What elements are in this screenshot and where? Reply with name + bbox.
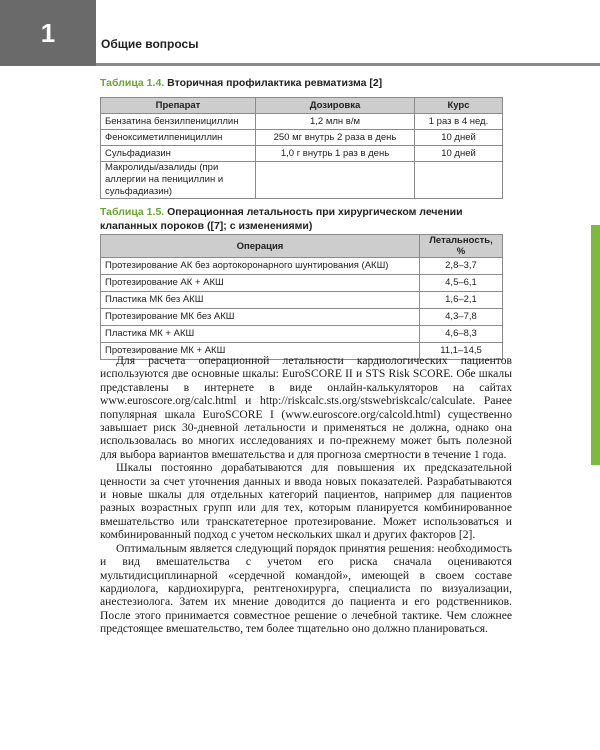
- table-row: [101, 326, 503, 343]
- table-header-row: [101, 235, 503, 258]
- table-1-caption-text: Вторичная профилактика ревматизма [2]: [167, 77, 383, 89]
- table-cell: Протезирование МК + АКШ: [101, 343, 420, 360]
- table-cell: 1,6–2,1: [420, 292, 503, 309]
- table-cell: Сульфадиазин: [101, 146, 256, 162]
- table-cell: 4,5–6,1: [420, 275, 503, 292]
- table-cell: Феноксиметилпенициллин: [101, 130, 256, 146]
- table-2-caption: [100, 205, 480, 233]
- table-cell: Пластика МК + АКШ: [101, 326, 420, 343]
- table-row: [101, 130, 503, 146]
- table-cell: 4,3–7,8: [420, 309, 503, 326]
- table-header-row: [101, 98, 503, 114]
- table-cell: 250 мг внутрь 2 раза в день: [256, 130, 415, 146]
- paragraph: Для расчета операционной летальности кардиологических пациентов используются две основные шкалы: EuroSCORE II и STS Risk SCORE. Обе шкалы представлены в интернете в виде онлайн-калькуляторов на сайтах www.euroscore.org/calc.html и http://riskcalc.sts.org/stswebriskcalc/calculate. Ранее популярная шкала EuroSCORE I (www.euroscore.org/calcold.html) существенно завышает риск 30-дневной летальности и применяться не должна, однако она использовалась во многих исследованиях и по-прежнему может быть полезной для выбора вариантов вмешательства и для прогноза смертности в течение 1 года.: [100, 354, 512, 461]
- column-header: Дозировка: [256, 98, 415, 114]
- table-cell: Пластика МК без АКШ: [101, 292, 420, 309]
- table-cell: Протезирование МК без АКШ: [101, 309, 420, 326]
- table-row: [101, 292, 503, 309]
- rheumatism-prophylaxis-table: [100, 97, 503, 199]
- table-row: [101, 275, 503, 292]
- table-cell: 1 раз в 4 нед.: [415, 114, 503, 130]
- table-cell: Протезирование АК без аортокоронарного шунтирования (АКШ): [101, 258, 420, 275]
- table-cell: Макролиды/азалиды (при аллергии на пенициллин и сульфадиазин): [101, 162, 256, 199]
- chapter-title: Общие вопросы: [101, 37, 199, 51]
- table-1-caption-number: Таблица 1.4.: [100, 77, 165, 89]
- header-rule: [96, 63, 600, 66]
- table-cell: 4,6–8,3: [420, 326, 503, 343]
- table-cell: 1,0 г внутрь 1 раз в день: [256, 146, 415, 162]
- table-cell: 2,8–3,7: [420, 258, 503, 275]
- chapter-number: 1: [40, 17, 56, 48]
- table-cell: 1,2 млн в/м: [256, 114, 415, 130]
- body-text: [100, 354, 512, 636]
- table-cell: [415, 162, 503, 199]
- paragraph: Шкалы постоянно дорабатываются для повышения их предсказательной ценности за счет уточнения данных и ввода новых показателей. Разрабатываются и новые шкалы для отдельных категорий пациентов, например для пациентов разных возрастных групп или для тех, которым планируется комбинированное вмешательство или транскатетерное протезирование. Может использоваться и комбинированный подход с учетом нескольких шкал и других факторов [2].: [100, 461, 512, 542]
- table-cell: [256, 162, 415, 199]
- table-row: [101, 258, 503, 275]
- side-accent-bar: [591, 225, 600, 465]
- column-header: Курс: [415, 98, 503, 114]
- chapter-number-tab: [0, 0, 96, 66]
- table-cell: 10 дней: [415, 130, 503, 146]
- table-cell: 10 дней: [415, 146, 503, 162]
- table-row: [101, 114, 503, 130]
- table-row: [101, 146, 503, 162]
- paragraph: Оптимальным является следующий порядок принятия решения: необходимость и вид вмешательства с учетом его риска сначала оцениваются мультидисциплинарной «сердечной командой», имеющей в своем составе кардиолога, кардиохирурга, рентгенохирурга, специалиста по визуализации, анестезиолога. Затем их мнение доводится до пациента и его родственников. После этого принимается совместное решение о лечебной тактике. Чем сложнее предстоящее вмешательство, тем более тщательно оно должно планироваться.: [100, 541, 512, 636]
- column-header: Летальность, %: [420, 235, 503, 258]
- table-row: [101, 162, 503, 199]
- table-cell: Протезирование АК + АКШ: [101, 275, 420, 292]
- table-2-caption-text: Операционная летальность при хирургическом лечении клапанных пороков ([7]; с изменениями): [100, 206, 463, 232]
- table-cell: Бензатина бензилпенициллин: [101, 114, 256, 130]
- surgical-mortality-table: [100, 234, 503, 360]
- table-row: [101, 309, 503, 326]
- table-1-caption: [100, 76, 382, 90]
- column-header: Препарат: [101, 98, 256, 114]
- table-2-caption-number: Таблица 1.5.: [100, 206, 165, 218]
- table-cell: 11,1–14,5: [420, 343, 503, 360]
- column-header: Операция: [101, 235, 420, 258]
